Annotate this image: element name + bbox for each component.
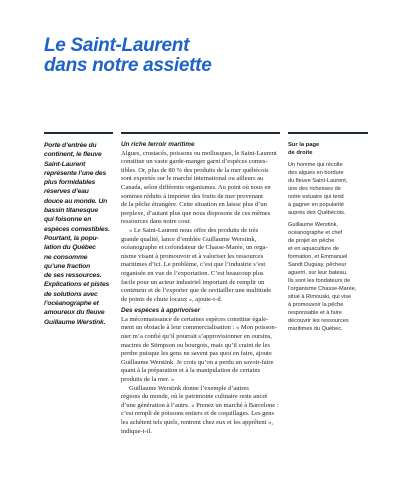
- article-line: océanographe et cofondateur de Chasse-Marée, un orga-: [121, 244, 268, 252]
- lede-line: amoureux du fleuve: [44, 309, 105, 317]
- lede-line: Porte d’entrée du: [44, 142, 97, 149]
- article-line: mactres de Stimpson ou bourgots, mais qu’il craint de les: [121, 341, 270, 349]
- sidebar-caption-2: [288, 221, 368, 333]
- article-line: de points de chute locaux », ajoute-t-il.: [121, 295, 223, 303]
- sidebar-line: situé à Rimouski, qui vise: [288, 294, 352, 300]
- article-line: c’est rempli de poissons entiers et de coquillages. Les gens: [121, 410, 275, 418]
- sidebar-line: à gagner en popularité: [288, 202, 344, 208]
- article-body: [121, 141, 280, 436]
- article-line: ressources dans notre cour.: [121, 218, 192, 226]
- article-line: tibles. Or, plus de 80 % des produits de la mer québécois: [121, 166, 269, 174]
- lede-line: réserves d’eau: [44, 188, 89, 196]
- article-line: organisée en vue de l’exportation. C’est beaucoup plus: [121, 269, 264, 277]
- article-line: sommes réduits à importer des fruits de mer provenant: [121, 192, 263, 200]
- lede-line: l’océanographe et: [44, 300, 99, 308]
- article-line: les achètent tels quels, rentrent chez eux et les apprêtent »,: [121, 419, 273, 426]
- article-paragraph-4: [121, 385, 280, 437]
- lede-line: douce au monde. Un: [44, 197, 108, 205]
- sidebar-caption-1: [288, 161, 368, 217]
- article-line: nier m’a confié qu’il pourrait s’approvisionner en oursins,: [121, 333, 272, 341]
- sidebar-heading-line: Sur la page: [288, 142, 320, 148]
- article-line: Algues, crustacés, poissons ou mollusques, le Saint-Laurent: [121, 149, 277, 157]
- sidebar-line: responsable et à faire: [288, 310, 342, 316]
- sidebar-line: du fleuve Saint-Laurent,: [288, 178, 348, 184]
- sidebar-line: formation, et Emmanuel: [288, 254, 348, 260]
- lede-line: Explications et pistes: [44, 281, 110, 289]
- article-paragraph-3: [121, 316, 280, 385]
- sidebar-line: Ils sont les fondateurs de: [288, 278, 351, 284]
- lede-top-rule: [44, 132, 113, 134]
- article-line: maritimes d’ici. Le problème, c’est que l’industrie s’est: [121, 261, 266, 269]
- article-line: perplexe, d’autant plus que nous disposons de ces mêmes: [121, 209, 271, 217]
- lede-line: de ses ressources.: [44, 272, 102, 280]
- article-line: facile pour un acteur industriel important de remplir un: [121, 278, 265, 286]
- sidebar-line: océanographe et chef: [288, 230, 343, 236]
- article-line: nisme visant à promouvoir et à valoriser les ressources: [121, 252, 264, 260]
- article-line: Canada, selon différents organismes. Au point où nous en: [121, 183, 271, 191]
- lede-intro: [44, 141, 112, 327]
- article-paragraph-2: [121, 227, 280, 304]
- sidebar-line: découvrir les ressources: [288, 318, 349, 324]
- article-line: Guillaume Werstink donne l’exemple d’autres: [129, 384, 249, 392]
- article-line: régions du monde, où le patrimoine culinaire reste ancré: [121, 393, 268, 401]
- sidebar-line: l’organisme Chasse-Marée,: [288, 286, 357, 292]
- article-line: constitue un vaste garde-manger garni d’espèces comes-: [121, 158, 268, 166]
- sidebar-line: à promouvoir la pêche: [288, 302, 344, 308]
- article-line: Guillaume Werstink. Je crois qu’on a perdu un savoir-faire: [121, 358, 274, 366]
- article-line: grande qualité, lance d’emblée Guillaume Werstink,: [121, 235, 257, 243]
- title-line-2: dans notre assiette: [44, 55, 212, 76]
- photo-caption-sidebar: [288, 141, 368, 333]
- lede-line: bassin titanesque: [44, 207, 98, 215]
- sidebar-line: Guillaume Werstink,: [288, 222, 338, 228]
- sidebar-line: Un homme qui récolte: [288, 162, 343, 168]
- article-line: « Le Saint-Laurent nous offre des produits de très: [129, 226, 259, 234]
- title-line-1: Le Saint-Laurent: [44, 35, 190, 56]
- article-paragraph-1: [121, 150, 280, 227]
- article-line: ment un obstacle à leur commercialisation : « Mon poisson-: [121, 324, 277, 332]
- sidebar-line: et en aquaculture de: [288, 246, 340, 252]
- article-line: de la pêche étrangère. Cette situation en laisse plus d’un: [121, 201, 267, 209]
- article-line: sont exportés sur le marché international ou ailleurs au: [121, 175, 264, 183]
- sidebar-line: de projet en pêche: [288, 238, 335, 244]
- article-line: La méconnaissance de certaines espèces constitue égale-: [121, 315, 269, 323]
- article-line: d’une génération à l’autre. « Prenez un marché à Barcelone :: [121, 401, 279, 409]
- lede-line: de solutions avec: [44, 290, 98, 298]
- sidebar-top-rule: [288, 132, 368, 134]
- sidebar-line: aguerri, sur leur bateau.: [288, 270, 348, 276]
- lede-line: Guillaume Werstink.: [44, 318, 106, 326]
- article-line: perdre puisque les gens ne savent pas quoi en faire, ajoute: [121, 350, 272, 358]
- sidebar-line: auprès des Québécois.: [288, 210, 346, 216]
- lede-line: plus formidables: [44, 179, 96, 187]
- sidebar-line: des algues en bordure: [288, 170, 344, 176]
- sidebar-line: notre estuaire qui tend: [288, 194, 344, 200]
- lede-line: ne consomme: [44, 253, 88, 261]
- lede-line: qu’une fraction: [44, 262, 91, 270]
- article-line: conteneur et de l’exporter que de ravitailler une multitude: [121, 287, 272, 295]
- article-top-rule: [121, 132, 280, 134]
- sidebar-line: maritimes du Québec.: [288, 326, 343, 332]
- sidebar-line: une des richesses de: [288, 186, 341, 192]
- lede-line: Pourtant, la popu-: [44, 234, 99, 242]
- sidebar-heading: [288, 141, 368, 157]
- article-line: produits de la mer. »: [121, 376, 175, 384]
- lede-line: continent, le fleuve: [44, 151, 102, 159]
- sidebar-heading-line: de droite: [288, 150, 313, 156]
- lede-line: espèces comestibles.: [44, 225, 110, 233]
- page-title: [44, 36, 344, 76]
- article-heading-2: Des espèces à apprivoiser: [121, 307, 201, 315]
- lede-line: représente l’une des: [44, 169, 107, 177]
- lede-line: qui foisonne en: [44, 216, 92, 224]
- article-line: quant à la préparation et à la manipulation de certains: [121, 367, 261, 375]
- sidebar-line: Sandt Duguay, pêcheur: [288, 262, 347, 268]
- article-line: indique-t-il.: [121, 427, 152, 435]
- lede-line: Saint-Laurent: [44, 160, 86, 168]
- lede-line: lation du Québec: [44, 244, 96, 252]
- article-heading-1: Un riche terroir maritime: [121, 141, 195, 148]
